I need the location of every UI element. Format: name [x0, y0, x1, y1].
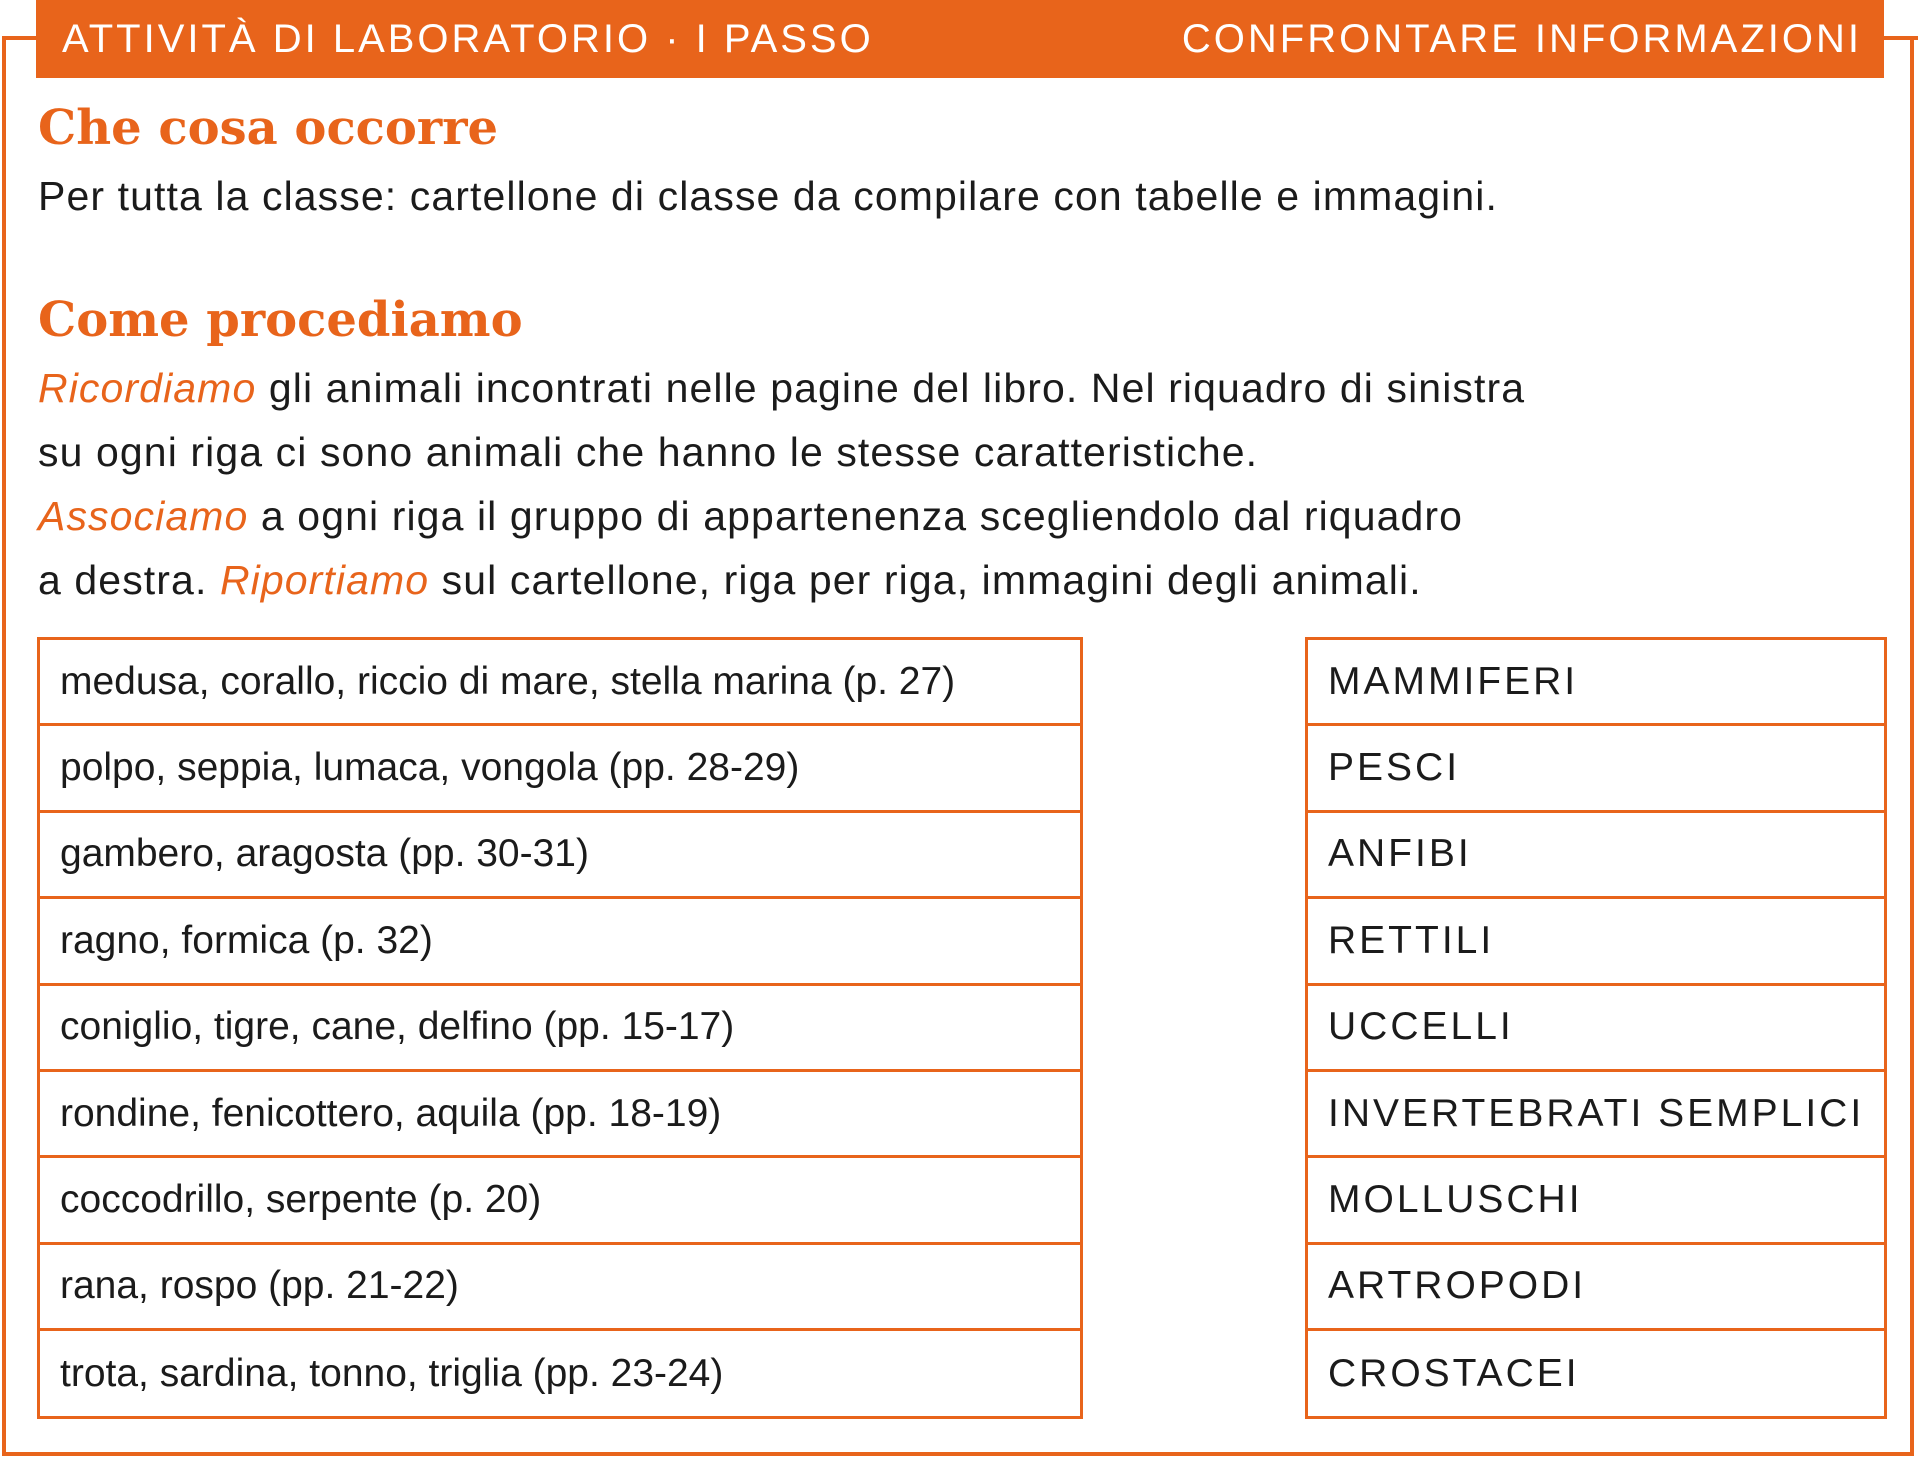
highlight-riportiamo: Riportiamo	[219, 557, 430, 603]
procedure-line-2: su ogni riga ci sono animali che hanno le stesse caratteristiche.	[38, 429, 1259, 475]
frame-top-right-edge	[1882, 36, 1918, 40]
procedure-line-1-text: gli animali incontrati nelle pagine del libro. Nel riquadro di sinistra	[256, 365, 1526, 411]
highlight-associamo: Associamo	[38, 493, 249, 539]
skill-label: CONFRONTARE INFORMAZIONI	[1181, 16, 1862, 61]
animal-row: gambero, aragosta (pp. 30-31)	[40, 813, 1080, 899]
animal-row: trota, sardina, tonno, triglia (pp. 23-24)	[60, 1352, 724, 1396]
procedure-line-3	[38, 484, 1463, 548]
animal-row: polpo, seppia, lumaca, vongola (pp. 28-29)	[40, 726, 1080, 812]
group-row: MOLLUSCHI	[1308, 1158, 1884, 1244]
group-row: ANFIBI	[1308, 813, 1884, 899]
group-row: UCCELLI	[1308, 986, 1884, 1072]
group-row: INVERTEBRATI SEMPLICI	[1308, 1072, 1884, 1158]
animal-row: coccodrillo, serpente (p. 20)	[40, 1158, 1080, 1244]
materials-text: Per tutta la classe: cartellone di classe da compilare con tabelle e immagini.	[38, 173, 1498, 219]
animal-row: rondine, fenicottero, aquila (pp. 18-19)	[40, 1072, 1080, 1158]
procedure-line-4-start: a destra.	[38, 557, 220, 603]
animal-row: rana, rospo (pp. 21-22)	[40, 1245, 1080, 1331]
section-title-procedure: Come procediamo	[38, 292, 523, 348]
group-row: PESCI	[1308, 726, 1884, 812]
animal-row: medusa, corallo, riccio di mare, stella marina (p. 27)	[40, 640, 1080, 726]
section-title-materials: Che cosa occorre	[38, 100, 499, 156]
animal-row: ragno, formica (p. 32)	[40, 899, 1080, 985]
procedure-line-4	[38, 548, 1422, 612]
procedure-line-3-text: a ogni riga il gruppo di appartenenza scegliendolo dal riquadro	[248, 493, 1464, 539]
highlight-ricordiamo: Ricordiamo	[38, 365, 257, 411]
group-row: ARTROPODI	[1308, 1245, 1884, 1331]
animals-table	[37, 637, 1083, 1419]
procedure-line-1	[38, 356, 1525, 420]
animal-row: coniglio, tigre, cane, delfino (pp. 15-17)	[40, 986, 1080, 1072]
activity-label: ATTIVITÀ DI LABORATORIO · I PASSO	[62, 16, 874, 61]
group-row: MAMMIFERI	[1308, 640, 1884, 726]
header-bar	[36, 0, 1884, 78]
frame-top-left-edge	[2, 36, 38, 40]
group-row: CROSTACEI	[1328, 1352, 1580, 1396]
group-row: RETTILI	[1308, 899, 1884, 985]
procedure-line-4-text: sul cartellone, riga per riga, immagini degli animali.	[429, 557, 1422, 603]
groups-table	[1305, 637, 1887, 1419]
